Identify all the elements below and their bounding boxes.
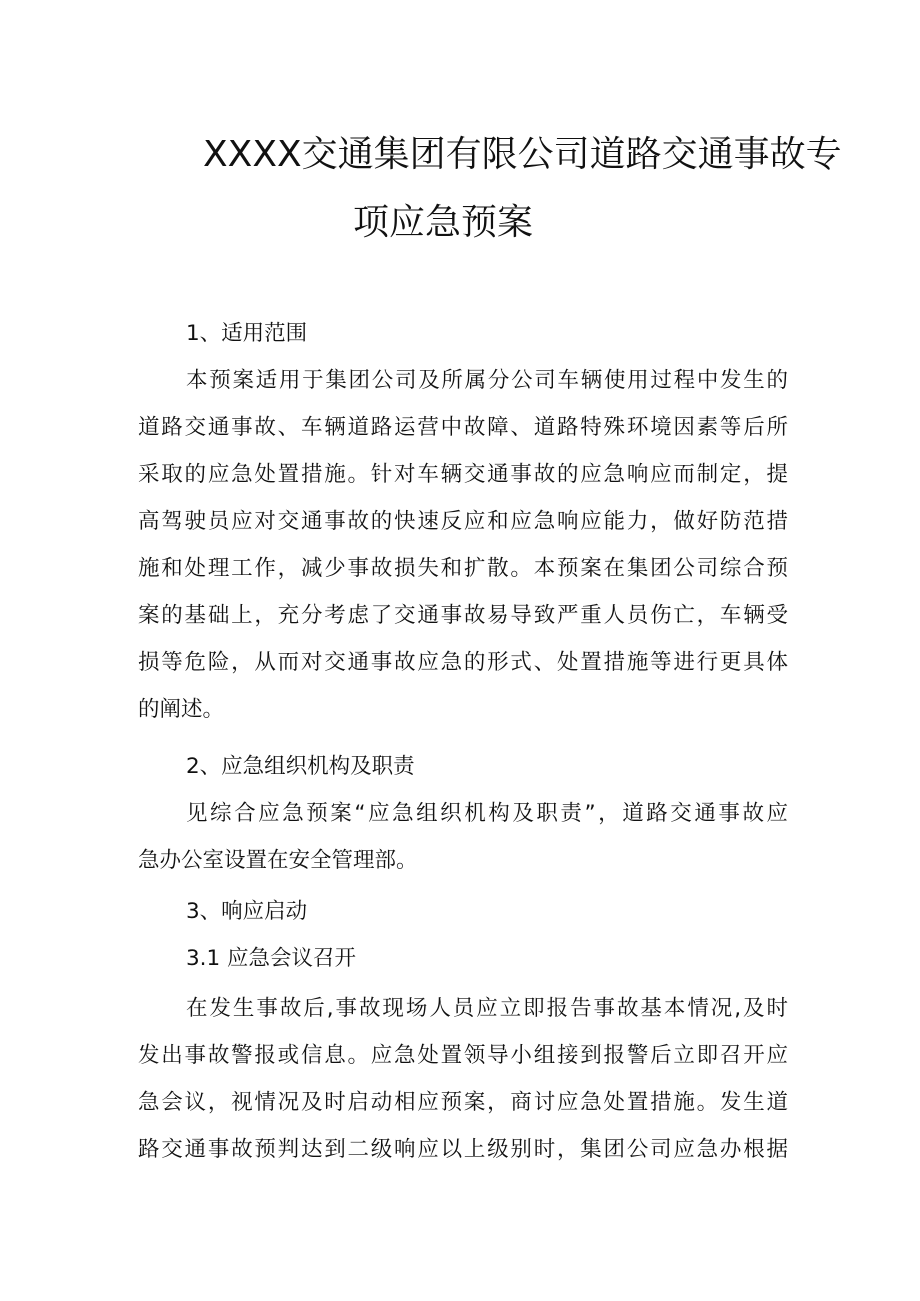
section-1-line: 道路交通事故、车辆道路运营中故障、道路特殊环境因素等后所 <box>138 415 788 440</box>
document-title-line-1: XXXX交通集团有限公司道路交通事故专 <box>203 134 842 175</box>
section-1-line: 采取的应急处置措施。针对车辆交通事故的应急响应而制定，提 <box>138 462 788 487</box>
section-2-heading: 2、应急组织机构及职责 <box>186 754 415 779</box>
section-1-line: 案的基础上，充分考虑了交通事故易导致严重人员伤亡，车辆受 <box>138 603 788 628</box>
section-3-heading: 3、响应启动 <box>186 899 308 924</box>
section-1-line: 损等危险，从而对交通事故应急的形式、处置措施等进行更具体 <box>138 650 788 675</box>
section-1-heading: 1、适用范围 <box>186 321 308 346</box>
section-1-line: 高驾驶员应对交通事故的快速反应和应急响应能力，做好防范措 <box>138 509 788 534</box>
section-1-line: 施和处理工作，减少事故损失和扩散。本预案在集团公司综合预 <box>138 556 788 581</box>
document-title-line-2: 项应急预案 <box>353 202 534 243</box>
section-1-line: 的阐述。 <box>138 697 225 722</box>
section-3-1-line: 路交通事故预判达到二级响应以上级别时，集团公司应急办根据 <box>138 1137 788 1162</box>
section-3-1-line: 在发生事故后,事故现场人员应立即报告事故基本情况,及时 <box>186 996 788 1021</box>
section-2-line: 急办公室设置在安全管理部。 <box>138 848 418 873</box>
section-3-1-heading: 3.1 应急会议召开 <box>186 946 357 971</box>
section-1-line: 本预案适用于集团公司及所属分公司车辆使用过程中发生的 <box>186 368 788 393</box>
section-2-line: 见综合应急预案“应急组织机构及职责”，道路交通事故应 <box>186 801 788 826</box>
section-3-1-line: 发出事故警报或信息。应急处置领导小组接到报警后立即召开应 <box>138 1043 788 1068</box>
section-3-1-line: 急会议，视情况及时启动相应预案，商讨应急处置措施。发生道 <box>138 1090 788 1115</box>
